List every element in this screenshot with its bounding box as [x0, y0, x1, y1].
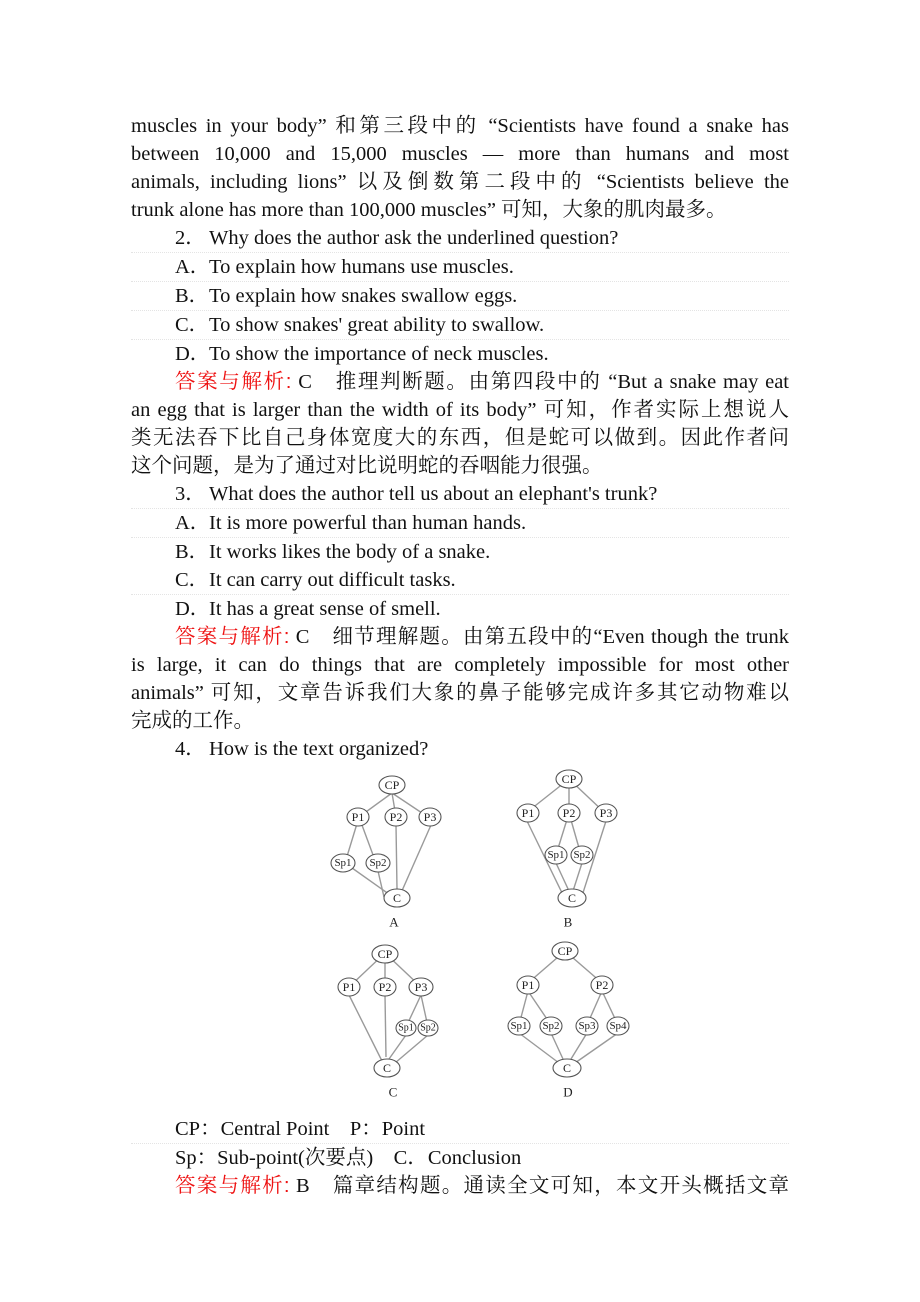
explanation-text: 推理判断题。由第四段中的 “But a snake may eat — [335, 371, 790, 393]
question-text: How is the text organized? — [209, 738, 429, 760]
text-line: animals, including lions” 以及倒数第二段中的 “Scientists believe the — [131, 171, 789, 193]
answer-line — [131, 368, 789, 396]
option-letter: B． — [175, 541, 210, 563]
answer-label: 答案与解析: — [175, 1174, 290, 1197]
document-page — [131, 112, 789, 1200]
svg-text:P3: P3 — [414, 980, 428, 994]
svg-text:Sp2: Sp2 — [542, 1020, 560, 1032]
option-b — [131, 538, 789, 566]
option-text: It has a great sense of smell. — [209, 598, 441, 620]
svg-text:P3: P3 — [423, 810, 437, 824]
question-text: Why does the author ask the underlined question? — [209, 227, 619, 249]
option-text: To explain how snakes swallow eggs. — [209, 285, 518, 307]
svg-text:P2: P2 — [389, 810, 403, 824]
svg-text:Sp2: Sp2 — [573, 849, 591, 861]
svg-text:P1: P1 — [351, 810, 365, 824]
option-b — [131, 282, 789, 311]
answer-line — [131, 1172, 789, 1200]
question-2 — [131, 224, 789, 480]
svg-text:P2: P2 — [378, 980, 392, 994]
answer-choice: C — [295, 626, 310, 648]
legend-line-2: Sp：Sub-point(次要点) C．Conclusion — [175, 1147, 522, 1169]
text-line: trunk alone has more than 100,000 muscles” 可知，大象的肌肉最多。 — [131, 199, 727, 221]
diagram-label-a: A — [389, 914, 399, 930]
option-text: To show the importance of neck muscles. — [209, 343, 549, 365]
question-text: What does the author tell us about an elephant's trunk? — [209, 483, 658, 505]
text-line: 类无法吞下比自己身体宽度大的东西，但是蛇可以做到。因此作者问 — [131, 427, 789, 449]
option-text: It can carry out difficult tasks. — [209, 569, 456, 591]
answer-line — [131, 623, 789, 651]
option-letter: C． — [175, 314, 210, 336]
question-number: 2． — [175, 227, 206, 249]
svg-text:C: C — [567, 891, 577, 905]
option-a — [131, 253, 789, 282]
option-letter: D． — [175, 598, 211, 620]
svg-text:P1: P1 — [521, 806, 535, 820]
legend-line-1: CP：Central Point P：Point — [131, 1115, 789, 1144]
svg-text:Sp4: Sp4 — [609, 1020, 627, 1032]
question-4 — [131, 735, 789, 1200]
option-text: To show snakes' great ability to swallow. — [209, 314, 545, 336]
option-text: It works likes the body of a snake. — [209, 541, 491, 563]
answer-label: 答案与解析: — [175, 370, 292, 393]
svg-text:Sp1: Sp1 — [334, 857, 352, 869]
option-text: It is more powerful than human hands. — [209, 512, 527, 534]
diagram-label-c: C — [388, 1084, 398, 1100]
option-letter: B． — [175, 285, 210, 307]
diagram-label-b: B — [563, 914, 573, 930]
structure-diagrams-figure — [131, 767, 789, 1115]
question-3 — [131, 480, 789, 735]
option-text: To explain how humans use muscles. — [209, 256, 514, 278]
svg-text:P1: P1 — [521, 978, 535, 992]
svg-text:P2: P2 — [595, 978, 609, 992]
option-a — [131, 509, 789, 538]
option-c — [131, 566, 789, 595]
option-letter: A． — [175, 256, 211, 278]
option-d — [131, 595, 789, 623]
text-line: 完成的工作。 — [131, 710, 254, 732]
option-letter: C． — [175, 569, 210, 591]
question-number: 3． — [175, 483, 206, 505]
previous-explanation — [131, 112, 789, 224]
svg-text:C: C — [382, 1061, 392, 1075]
option-c — [131, 311, 789, 340]
svg-text:CP: CP — [557, 944, 573, 958]
answer-choice: C — [298, 371, 312, 393]
text-line: 这个问题，是为了通过对比说明蛇的吞咽能力很强。 — [131, 455, 603, 477]
svg-text:CP: CP — [377, 947, 393, 961]
answer-explanation — [131, 1172, 789, 1200]
svg-text:Sp2: Sp2 — [369, 857, 387, 869]
option-letter: D． — [175, 343, 211, 365]
svg-text:P2: P2 — [562, 806, 576, 820]
svg-text:C: C — [562, 1061, 572, 1075]
explanation-text: 细节理解题。由第五段中的“Even though the trunk — [332, 626, 790, 648]
text-line: is large, it can do things that are completely impossible for most other — [131, 654, 789, 676]
svg-text:Sp1: Sp1 — [398, 1022, 414, 1034]
svg-text:Sp3: Sp3 — [578, 1020, 596, 1032]
question-number: 4． — [175, 738, 206, 760]
svg-text:Sp1: Sp1 — [547, 849, 565, 861]
text-line: animals” 可知，文章告诉我们大象的鼻子能够完成许多其它动物难以 — [131, 682, 789, 704]
option-d — [131, 340, 789, 368]
question-stem — [131, 480, 789, 509]
answer-label: 答案与解析: — [175, 625, 290, 648]
diagram-label-d: D — [563, 1084, 573, 1100]
answer-explanation — [131, 368, 789, 480]
question-stem — [131, 224, 789, 253]
text-line: muscles in your body” 和第三段中的 “Scientists have found a snake has — [131, 115, 789, 137]
svg-text:P3: P3 — [599, 806, 613, 820]
answer-explanation — [131, 623, 789, 735]
option-letter: A． — [175, 512, 211, 534]
explanation-text: 篇章结构题。通读全文可知，本文开头概括文章 — [332, 1175, 790, 1197]
answer-choice: B — [296, 1175, 310, 1197]
text-line: an egg that is larger than the width of its body” 可知，作者实际上想说人 — [131, 399, 789, 421]
svg-text:CP: CP — [384, 778, 400, 792]
svg-text:C: C — [392, 891, 402, 905]
text-line: between 10,000 and 15,000 muscles — more than humans and most — [131, 143, 789, 165]
question-stem — [131, 735, 789, 763]
structure-diagrams — [131, 767, 789, 1115]
svg-text:Sp1: Sp1 — [510, 1020, 528, 1032]
svg-text:CP: CP — [561, 772, 577, 786]
svg-text:P1: P1 — [342, 980, 356, 994]
svg-text:Sp2: Sp2 — [420, 1022, 436, 1034]
